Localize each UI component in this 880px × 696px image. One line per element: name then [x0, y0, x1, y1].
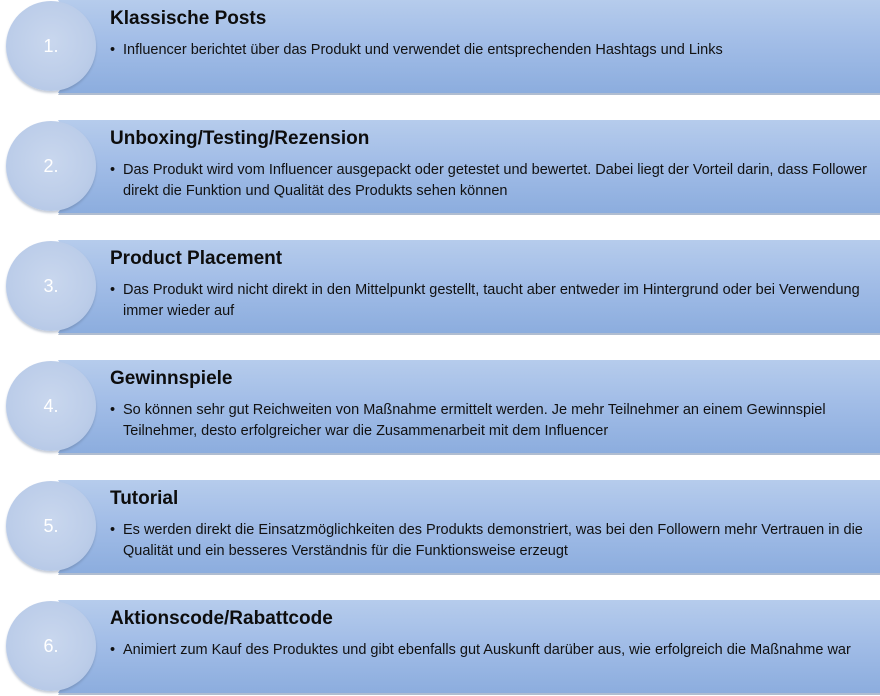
step-title: Klassische Posts: [110, 8, 267, 29]
step-6: [0, 600, 880, 696]
step-title: Aktionscode/Rabattcode: [110, 608, 333, 629]
step-title: Gewinnspiele: [110, 368, 233, 389]
step-number: 2.: [43, 156, 59, 176]
step-description: [110, 400, 870, 442]
step-number-circle: [6, 121, 96, 211]
step-5: [0, 480, 880, 576]
step-number: 1.: [43, 36, 59, 56]
step-number: 6.: [43, 636, 59, 656]
step-description-text: So können sehr gut Reichweiten von Maßnahme ermittelt werden. Je mehr Teilnehmer an einem Gewinnspiel Teilnehmer, desto erfolgreicher war die Zusammenarbeit mit dem Influencer: [123, 402, 826, 439]
step-number: 3.: [43, 276, 59, 296]
bullet-icon: •: [110, 522, 116, 538]
step-description: [110, 40, 870, 61]
step-3: [0, 240, 880, 336]
bullet-icon: •: [110, 642, 116, 658]
step-number-circle: [6, 241, 96, 331]
step-number-circle: [6, 361, 96, 451]
step-description-text: Animiert zum Kauf des Produktes und gibt ebenfalls gut Auskunft darüber aus, wie erfolgreich die Maßnahme war: [123, 642, 851, 658]
step-number: 5.: [43, 516, 59, 536]
bullet-icon: •: [110, 282, 116, 298]
bullet-icon: •: [110, 42, 116, 58]
step-description: [110, 280, 870, 322]
step-number-circle: [6, 481, 96, 571]
step-description-text: Influencer berichtet über das Produkt und verwendet die entsprechenden Hashtags und Links: [123, 42, 723, 58]
step-description-text: Das Produkt wird vom Influencer ausgepackt oder getestet und bewertet. Dabei liegt der Vorteil darin, dass Follower direkt die Funktion und Qualität des Produkts sehen können: [123, 162, 867, 199]
step-description: [110, 640, 870, 661]
step-title: Product Placement: [110, 248, 283, 269]
step-description: [110, 160, 870, 202]
step-title: Tutorial: [110, 488, 179, 509]
step-2: [0, 120, 880, 216]
step-description-text: Es werden direkt die Einsatzmöglichkeiten des Produkts demonstriert, was bei den Followern mehr Vertrauen in die Qualität und ein besseres Verständnis für die Funktionsweise erzeugt: [123, 522, 863, 559]
bullet-icon: •: [110, 402, 116, 418]
step-description-text: Das Produkt wird nicht direkt in den Mittelpunkt gestellt, taucht aber entweder im Hintergrund oder bei Verwendung immer wieder auf: [123, 282, 860, 319]
step-description: [110, 520, 870, 562]
step-4: [0, 360, 880, 456]
step-number-circle: [6, 601, 96, 691]
step-title: Unboxing/Testing/Rezension: [110, 128, 370, 149]
step-number: 4.: [43, 396, 59, 416]
bullet-icon: •: [110, 162, 116, 178]
step-number-circle: [6, 1, 96, 91]
step-1: [0, 0, 880, 96]
